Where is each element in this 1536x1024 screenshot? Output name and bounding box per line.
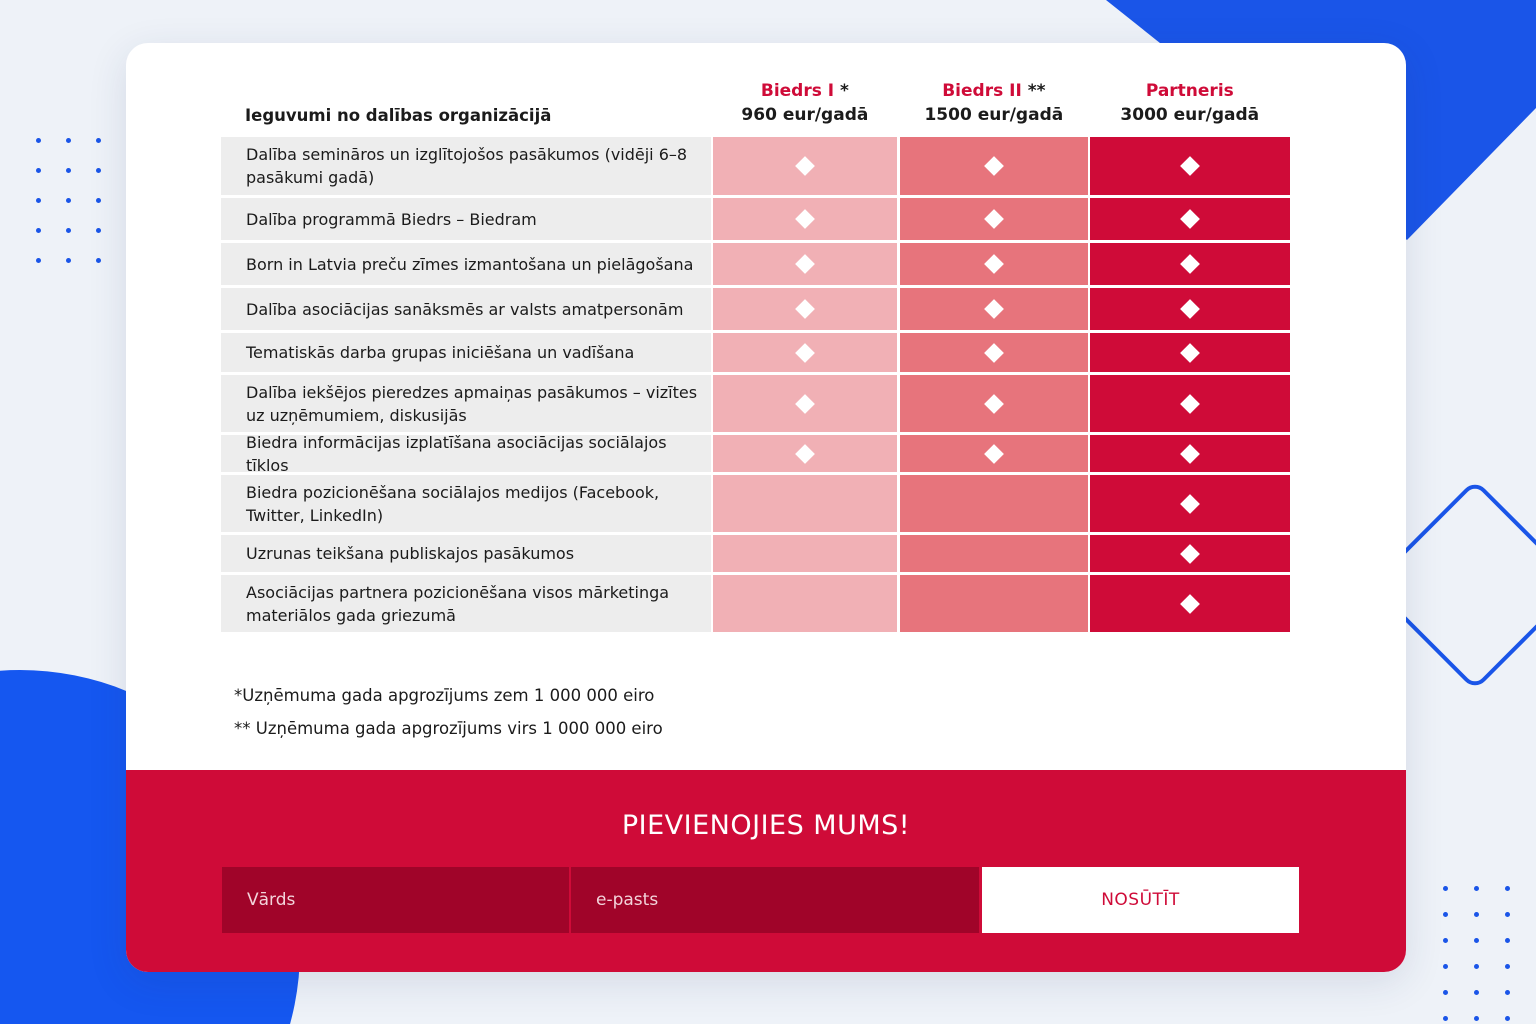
benefit-label: Dalība asociācijas sanāksmēs ar valsts amatpersonām (221, 288, 711, 330)
diamond-check-icon (795, 156, 815, 176)
benefit-label: Biedra pozicionēšana sociālajos medijos (Facebook, Twitter, LinkedIn) (221, 475, 711, 532)
tier-cell-3 (1090, 435, 1290, 472)
name-input[interactable]: Vārds (222, 867, 569, 933)
tier-cell-3 (1090, 475, 1290, 532)
tier-footnote-marker: * (834, 81, 849, 101)
tier-cell-2 (900, 475, 1087, 532)
membership-card (126, 43, 1406, 972)
tier-cell-3 (1090, 333, 1290, 372)
tier-cell-2 (900, 435, 1087, 472)
diamond-check-icon (984, 156, 1004, 176)
table-header (221, 73, 1290, 137)
table-row (221, 375, 1290, 435)
tier-cell-3 (1090, 288, 1290, 330)
tier-header-biedrs-1 (713, 79, 897, 127)
footnotes (234, 679, 663, 745)
diamond-check-icon (1180, 394, 1200, 414)
tier-cell-3 (1090, 575, 1290, 632)
diamond-check-icon (1180, 594, 1200, 614)
tier-price: 960 eur/gadā (741, 105, 869, 125)
tier-cell-2 (900, 243, 1087, 285)
benefit-label: Born in Latvia preču zīmes izmantošana un pielāgošana (221, 243, 711, 285)
diamond-check-icon (984, 254, 1004, 274)
table-row (221, 137, 1290, 198)
benefit-label: Dalība iekšējos pieredzes apmaiņas pasākumos – vizītes uz uzņēmumiem, diskusijās (221, 375, 711, 432)
table-row (221, 243, 1290, 288)
benefit-label: Asociācijas partnera pozicionēšana visos mārketinga materiālos gada griezumā (221, 575, 711, 632)
tier-cell-2 (900, 575, 1087, 632)
submit-button[interactable]: NOSŪTĪT (982, 867, 1299, 933)
tier-cell-2 (900, 375, 1087, 432)
tier-cell-1 (713, 243, 897, 285)
diamond-check-icon (1180, 254, 1200, 274)
tier-cell-3 (1090, 198, 1290, 240)
tier-footnote-marker: ** (1021, 81, 1046, 101)
signup-section (126, 770, 1406, 972)
diamond-check-icon (1180, 156, 1200, 176)
tier-name: Biedrs I (760, 81, 835, 101)
benefit-label: Dalība semināros un izglītojošos pasākumos (vidēji 6–8 pasākumi gadā) (221, 137, 711, 195)
tier-cell-3 (1090, 243, 1290, 285)
tier-cell-2 (900, 535, 1087, 572)
benefits-column-header: Ieguvumi no dalības organizācijā (245, 106, 552, 125)
tier-cell-1 (713, 333, 897, 372)
diamond-check-icon (795, 444, 815, 464)
table-row (221, 198, 1290, 243)
tier-header-biedrs-2 (900, 79, 1087, 127)
tier-header-partneris (1090, 79, 1290, 127)
tier-cell-3 (1090, 535, 1290, 572)
tier-cell-1 (713, 475, 897, 532)
tier-price: 3000 eur/gadā (1120, 105, 1260, 125)
table-row (221, 432, 1290, 475)
tier-cell-1 (713, 198, 897, 240)
table-body (221, 137, 1290, 635)
tier-cell-2 (900, 137, 1087, 195)
tier-cell-2 (900, 198, 1087, 240)
diamond-check-icon (795, 299, 815, 319)
table-row (221, 288, 1290, 333)
tier-cell-1 (713, 435, 897, 472)
benefit-label: Dalība programmā Biedrs – Biedram (221, 198, 711, 240)
diamond-check-icon (1180, 299, 1200, 319)
signup-title: PIEVIENOJIES MUMS! (621, 810, 911, 841)
background-dot-grid-right (1443, 886, 1536, 1021)
tier-name: Biedrs II (942, 81, 1022, 101)
diamond-check-icon (795, 209, 815, 229)
tier-cell-3 (1090, 137, 1290, 195)
diamond-check-icon (1180, 494, 1200, 514)
diamond-check-icon (1180, 209, 1200, 229)
diamond-check-icon (1180, 544, 1200, 564)
tier-cell-1 (713, 137, 897, 195)
footnote-1: *Uzņēmuma gada apgrozījums zem 1 000 000 eiro (234, 686, 655, 705)
benefits-table (221, 73, 1290, 635)
diamond-check-icon (984, 394, 1004, 414)
tier-cell-1 (713, 575, 897, 632)
benefit-label: Tematiskās darba grupas iniciēšana un vadīšana (221, 333, 711, 372)
tier-name: Partneris (1145, 81, 1234, 101)
diamond-check-icon (1180, 444, 1200, 464)
diamond-check-icon (795, 254, 815, 274)
table-row (221, 475, 1290, 535)
footnote-2: ** Uzņēmuma gada apgrozījums virs 1 000 000 eiro (234, 719, 663, 738)
diamond-check-icon (1180, 343, 1200, 363)
table-row (221, 575, 1290, 635)
diamond-check-icon (795, 343, 815, 363)
diamond-check-icon (984, 209, 1004, 229)
email-input[interactable]: e-pasts (571, 867, 979, 933)
table-row (221, 333, 1290, 375)
benefit-label: Biedra informācijas izplatīšana asociācijas sociālajos tīklos (221, 435, 711, 472)
tier-cell-1 (713, 288, 897, 330)
tier-price: 1500 eur/gadā (924, 105, 1064, 125)
tier-cell-1 (713, 375, 897, 432)
table-row (221, 535, 1290, 575)
benefit-label: Uzrunas teikšana publiskajos pasākumos (221, 535, 711, 572)
diamond-check-icon (984, 343, 1004, 363)
tier-cell-3 (1090, 375, 1290, 432)
tier-cell-1 (713, 535, 897, 572)
tier-cell-2 (900, 333, 1087, 372)
diamond-check-icon (984, 299, 1004, 319)
diamond-check-icon (795, 394, 815, 414)
tier-cell-2 (900, 288, 1087, 330)
diamond-check-icon (984, 444, 1004, 464)
